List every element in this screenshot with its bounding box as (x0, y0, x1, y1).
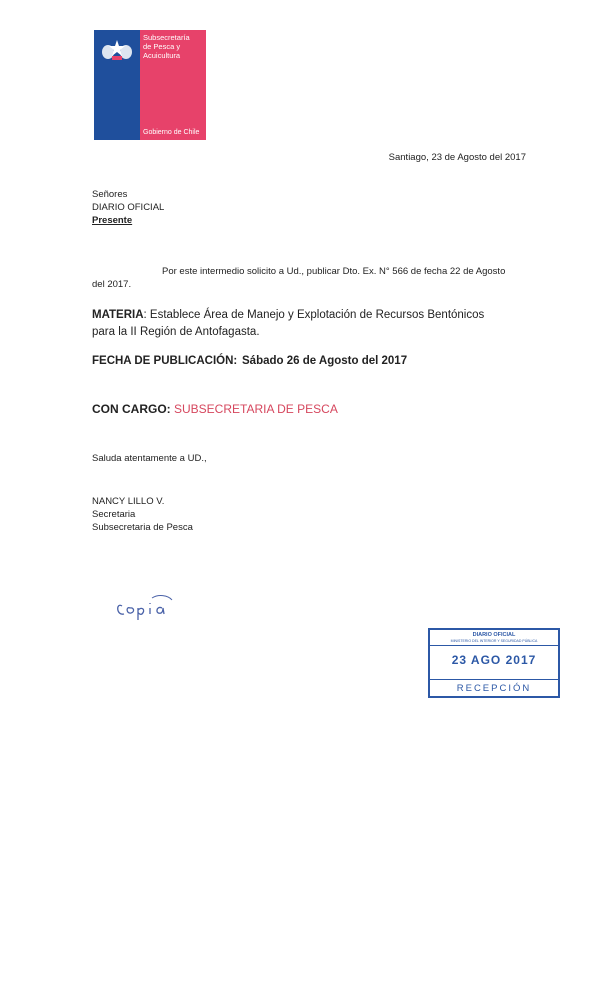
handwritten-copia (112, 592, 182, 622)
logo-blue-panel (94, 30, 140, 140)
materia-block (92, 307, 532, 341)
stamp-title: DIARIO OFICIAL (472, 632, 516, 638)
logo-footer: Gobierno de Chile (143, 129, 200, 136)
materia-text-2: para la II Región de Antofagasta. (92, 326, 260, 338)
coat-of-arms-icon (98, 36, 136, 62)
letter-date: Santiago, 23 de Agosto del 2017 (388, 152, 526, 163)
stamp-label: RECEPCIÓN (456, 683, 532, 694)
materia-text-1: : Establece Área de Manejo y Explotación de Recursos Bentónicos (143, 309, 485, 321)
publication-date-value: Sábado 26 de Agosto del 2017 (242, 355, 408, 367)
cargo-value: SUBSECRETARIA DE PESCA (174, 402, 338, 416)
signer-office: Subsecretaria de Pesca (92, 522, 193, 533)
publication-date-label: FECHA DE PUBLICACIÓN: (92, 355, 238, 367)
recipient-line-1: Señores (92, 189, 128, 200)
body-line-2: del 2017. (92, 279, 132, 290)
recipient-line-2: DIARIO OFICIAL (92, 202, 165, 213)
cargo-label: CON CARGO: (92, 402, 171, 416)
subpesca-logo (94, 30, 206, 140)
stamp-date: 23 AGO 2017 (451, 653, 537, 667)
signer-name: NANCY LILLO V. (92, 496, 165, 507)
logo-line-1: Subsecretaría (143, 33, 190, 42)
materia-line-1 (92, 307, 532, 324)
stamp-subtitle: MINISTERIO DEL INTERIOR Y SEGURIDAD PÚBLICA (450, 639, 538, 643)
logo-text (143, 33, 190, 60)
body-line-1: Por este intermedio solicito a Ud., publicar Dto. Ex. N° 566 de fecha 22 de Agosto (162, 266, 506, 277)
stamp-divider-bottom (430, 679, 558, 680)
logo-line-2: de Pesca y (143, 42, 181, 51)
recipient-line-3: Presente (92, 215, 133, 226)
logo-line-3: Acuicultura (143, 51, 181, 60)
reception-stamp (428, 628, 560, 698)
signer-title: Secretaria (92, 509, 136, 520)
stamp-divider-top (430, 645, 558, 646)
closing-text: Saluda atentamente a UD., (92, 453, 207, 464)
materia-label: MATERIA (92, 309, 144, 321)
